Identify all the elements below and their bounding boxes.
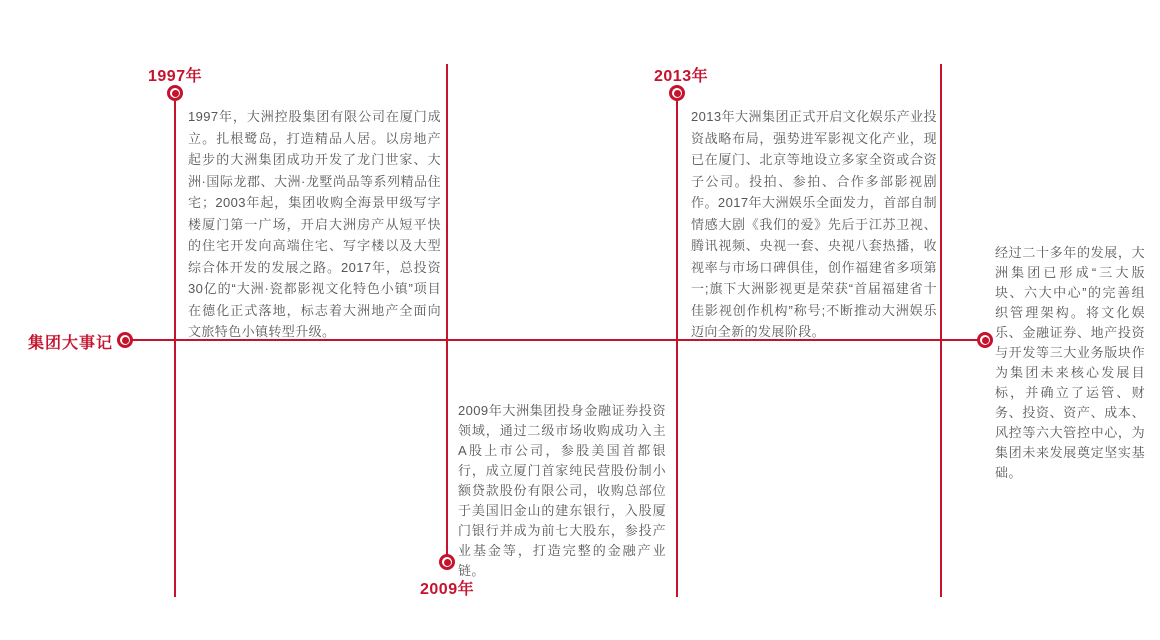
axis-start-marker (117, 332, 133, 348)
event-2013-year-label: 2013年 (654, 68, 709, 85)
event-1997-branch-line (174, 101, 176, 597)
event-1997-description: 1997年，大洲控股集团有限公司在厦门成立。扎根鹭岛，打造精品人居。以房地产起步的大洲集团成功开发了龙门世家、大洲·国际龙郡、大洲·龙墅尚品等系列精品住宅；2003年起，集团收购全海景甲级写字楼厦门第一广场，开启大洲房产从短平快的住宅开发向高端住宅、写字楼以及大型综合体开发的发展之路。2017年，总投资30亿的“大洲·瓷都影视文化特色小镇”项目在德化正式落地，标志着大洲地产全面向文旅特色小镇转型升级。 (188, 109, 441, 339)
event-1997-marker (167, 85, 183, 101)
timeline-title: 集团大事记 (27, 335, 113, 352)
axis-end-marker (977, 332, 993, 348)
event-2009-description: 2009年大洲集团投身金融证券投资领域，通过二级市场收购成功入主A股上市公司，参股美国首都银行，成立厦门首家纯民营股份制小额贷款股份有限公司，收购总部位于美国旧金山的建东银行，入股厦门银行并成为前七大股东，参投产业基金等，打造完整的金融产业链。 (458, 403, 666, 578)
timeline-summary-text: 经过二十多年的发展，大洲集团已形成“三大版块、六大中心”的完善组织管理架构。将文化娱乐、金融证券、地产投资与开发等三大业务版块作为集团未来核心发展目标，并确立了运管、财务、投资、资产、成本、风控等六大管控中心，为集团未来发展奠定坚实基础。 (995, 245, 1145, 480)
event-2013-branch-line (676, 101, 678, 597)
event-2013-marker (669, 85, 685, 101)
event-2009-year-label: 2009年 (420, 581, 475, 598)
event-2009-marker (439, 554, 455, 570)
event-1997-year-label: 1997年 (148, 68, 203, 85)
event-2013-description: 2013年大洲集团正式开启文化娱乐产业投资战略布局，强势进军影视文化产业，现已在厦门、北京等地设立多家全资或合资子公司。投拍、参拍、合作多部影视剧作。2017年大洲娱乐全面发力，首部自制情感大剧《我们的爱》先后于江苏卫视、腾讯视频、央视一套、央视八套热播，收视率与市场口碑俱佳，创作福建省多项第一;旗下大洲影视更是荣获“首届福建省十佳影视创作机构”称号;不断推动大洲娱乐迈向全新的发展阶段。 (691, 109, 937, 339)
summary-divider-line (940, 64, 942, 597)
event-2009-branch-line (446, 64, 448, 555)
